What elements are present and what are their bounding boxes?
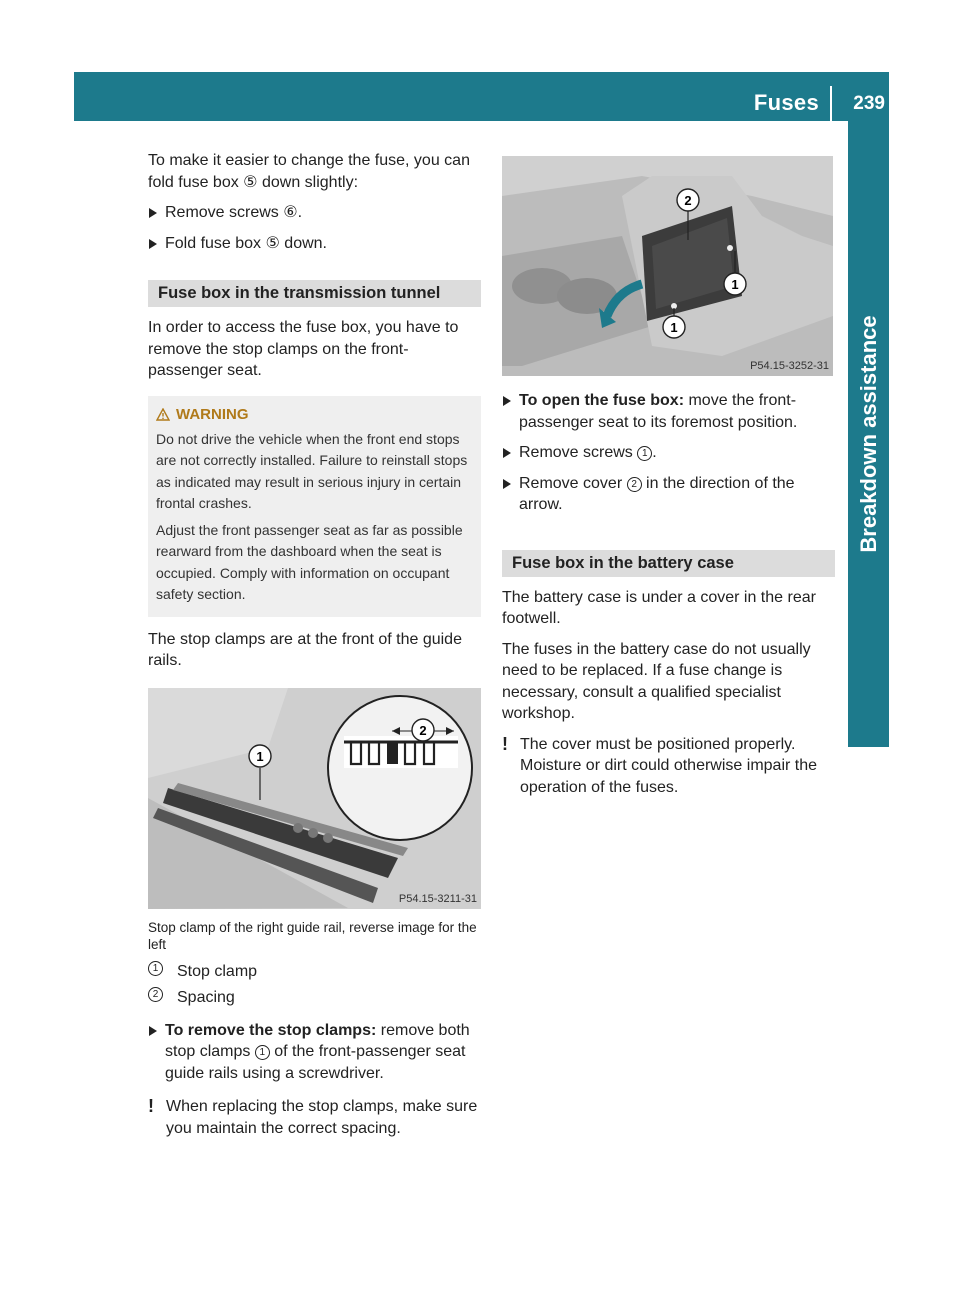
callout-cover: 2: [684, 193, 692, 208]
page-title: Fuses: [753, 90, 819, 115]
warning-heading: [156, 406, 473, 423]
figure-code: P54.15-3211-31: [398, 892, 477, 905]
stop-clamp-illustration: [148, 688, 481, 909]
section-heading-battery-case: Fuse box in the battery case: [502, 550, 835, 577]
legend-number: 2: [148, 987, 163, 1002]
warning-paragraph-1: Do not drive the vehicle when the front end stops are not correctly installed. Failure to reinstall stops as indicated may result in serious injury in certain frontal crashes.: [156, 430, 468, 511]
legend-number: 1: [148, 961, 163, 976]
figure-code: P54.15-3252-31: [750, 360, 829, 372]
figure-caption: Stop clamp of the right guide rail, reverse image for the left: [148, 919, 477, 952]
warning-title: WARNING: [176, 405, 249, 423]
caution-mark: !: [148, 1096, 154, 1116]
note-cover-position: [502, 734, 835, 799]
caution-mark: !: [502, 733, 508, 754]
step-fold-fuse-box: Fold fuse box ⑤ down.: [148, 233, 481, 255]
intro-text: To make it easier to change the fuse, you can fold fuse box ⑤ down slightly:: [148, 152, 470, 191]
right-column: [502, 156, 835, 807]
callout-screw-lower: 1: [670, 320, 678, 335]
stop-clamp-figure: [148, 688, 481, 909]
note-text: When replacing the stop clamps, make sure you maintain the correct spacing.: [166, 1098, 478, 1137]
stop-clamps-location-text: The stop clamps are at the front of the guide rails.: [148, 630, 462, 669]
warning-triangle-icon: [156, 408, 170, 421]
callout-spacing: 2: [419, 722, 427, 738]
chapter-tab: [848, 121, 889, 747]
page-number: 239: [853, 93, 885, 114]
step-remove-screws: Remove screws 1 .: [502, 442, 835, 464]
legend-label: Spacing: [177, 988, 235, 1006]
page-header: [74, 72, 889, 121]
warning-box: [148, 396, 481, 617]
note-text: The cover must be positioned properly. Moisture or dirt could otherwise impair the operation of the fuses.: [520, 735, 818, 796]
warning-paragraph-2: Adjust the front passenger seat as far as possible rearward from the dashboard when the seat is occupied. Comply with information on occupant safety section.: [156, 521, 463, 602]
battery-case-text: The battery case is under a cover in the rear footwell.: [502, 588, 816, 627]
step-remove-stop-clamps: To remove the stop clamps: remove both stop clamps 1 of the front-passenger seat guide rails using a screwdriver.: [148, 1020, 481, 1085]
header-divider: [830, 86, 832, 121]
battery-fuses-text: The fuses in the battery case do not usually need to be replaced. If a fuse change is necessary, consult a qualified specialist workshop.: [502, 640, 811, 722]
legend-spacing: [148, 987, 481, 1008]
step-remove-screws: Remove screws ⑥.: [148, 202, 481, 224]
left-column: [148, 150, 481, 1148]
step-remove-cover: Remove cover 2 in the direction of the arrow.: [502, 473, 835, 516]
fuse-box-figure: [502, 156, 833, 376]
legend-label: Stop clamp: [177, 962, 258, 980]
transmission-tunnel-text: In order to access the fuse box, you have to remove the stop clamps on the front-passenger seat.: [148, 319, 459, 379]
chapter-tab-label: Breakdown assistance: [855, 315, 881, 553]
fuse-box-illustration: [502, 156, 833, 376]
step-open-fuse-box: To open the fuse box: move the front-passenger seat to its foremost position.: [502, 390, 835, 433]
note-stop-clamp-spacing: [148, 1096, 481, 1139]
callout-screw-upper: 1: [731, 277, 739, 292]
callout-stop-clamp: 1: [256, 748, 264, 764]
section-heading-transmission-tunnel: Fuse box in the transmission tunnel: [148, 280, 481, 307]
legend-stop-clamp: [148, 961, 481, 982]
